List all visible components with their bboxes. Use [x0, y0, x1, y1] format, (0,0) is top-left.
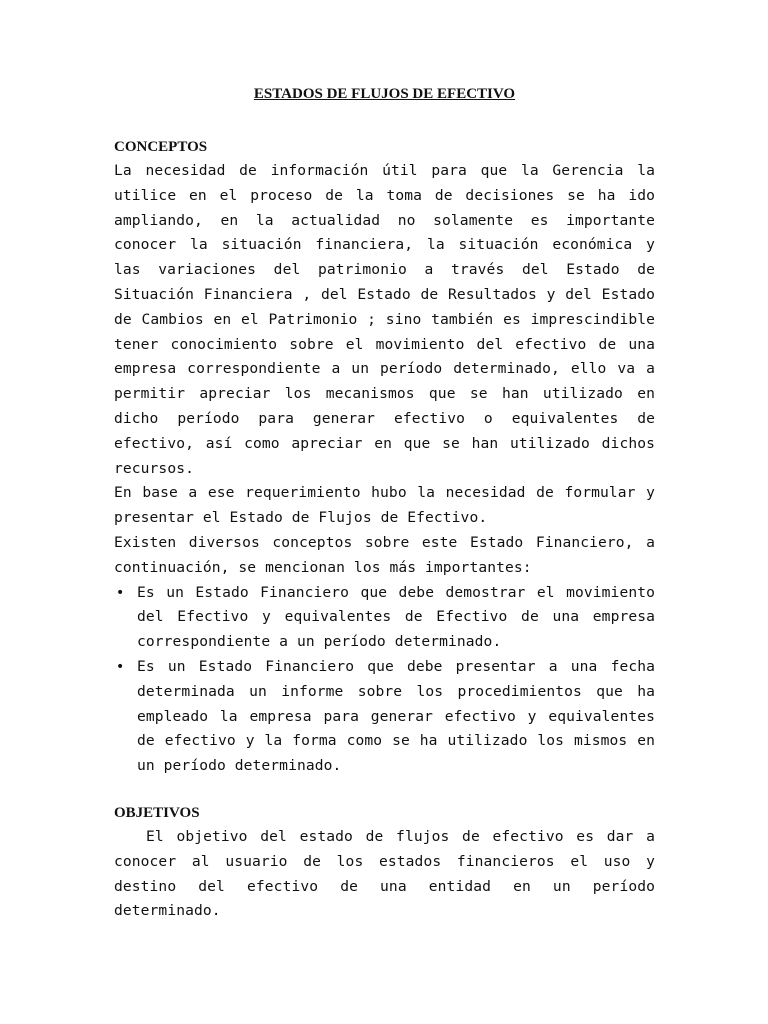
paragraph: En base a ese requerimiento hubo la necesidad de formular y presentar el Estado de Flujos de Efectivo.	[114, 484, 655, 527]
bullet-text: Es un Estado Financiero que debe demostrar el movimiento del Efectivo y equivalentes de Efectivo de una empresa correspondiente a un período determinado.	[137, 583, 655, 651]
section-objetivos	[114, 804, 655, 924]
bullet-item	[114, 581, 655, 655]
bullet-text: Es un Estado Financiero que debe presentar a una fecha determinada un informe sobre los procedimientos que ha empleado la empresa para generar efectivo y equivalentes de efectivo y la forma como se ha utilizado los mismos en un período determinado.	[137, 657, 655, 775]
bullet-icon: •	[116, 658, 125, 675]
section-heading-objetivos: OBJETIVOS	[114, 804, 200, 821]
paragraph: Existen diversos conceptos sobre este Estado Financiero, a continuación, se mencionan los más importantes:	[114, 533, 655, 576]
section-heading-conceptos: CONCEPTOS	[114, 139, 208, 155]
paragraph: El objetivo del estado de flujos de efectivo es dar a conocer al usuario de los estados financieros el uso y destino del efectivo de una entidad en un período determinado.	[114, 827, 655, 920]
paragraph: La necesidad de información útil para que la Gerencia la utilice en el proceso de la toma de decisiones se ha ido ampliando, en la actualidad no solamente es importante conocer la situación financiera, la situación económica y las variaciones del patrimonio a través del Estado de Situación Financiera , del Estado de Resultados y del Estado de Cambios en el Patrimonio ; sino también es imprescindible tener conocimiento sobre el movimiento del efectivo de una empresa correspondiente a un período determinado, ello va a permitir apreciar los mecanismos que se han utilizado en dicho período para generar efectivo o equivalentes de efectivo, así como apreciar en que se han utilizado dichos recursos.	[114, 162, 655, 477]
bullet-list	[114, 581, 655, 779]
document-title: ESTADOS DE FLUJOS DE EFECTIVO	[253, 86, 516, 102]
bullet-icon: •	[116, 584, 125, 601]
bullet-item	[114, 655, 655, 779]
section-conceptos	[114, 138, 655, 779]
document-page	[114, 84, 655, 924]
section-spacer	[114, 779, 655, 804]
